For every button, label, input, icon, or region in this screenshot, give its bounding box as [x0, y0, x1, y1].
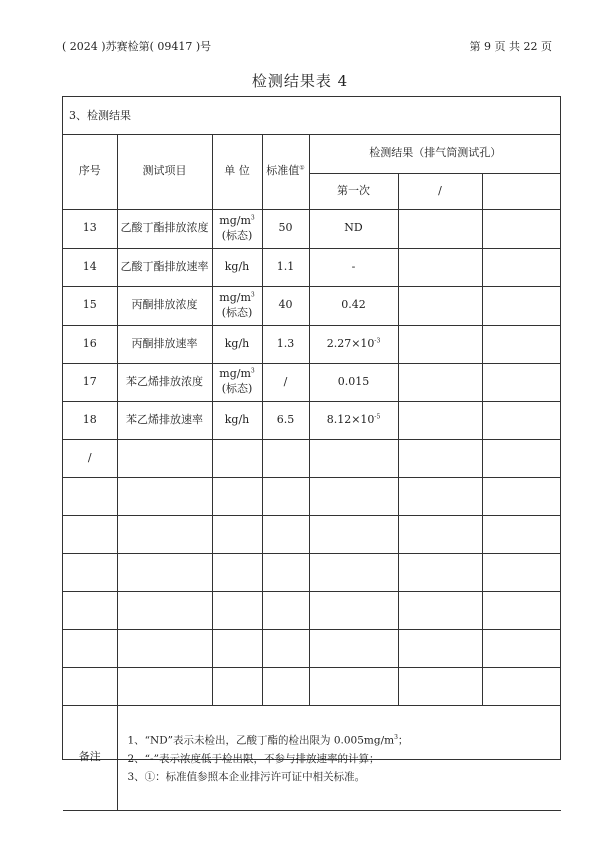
unit-text: mg/m: [219, 367, 251, 381]
row-result-first: [309, 286, 398, 325]
table-row: [63, 401, 561, 439]
row-result-first: [309, 209, 398, 248]
unit-line1: [213, 367, 262, 382]
col-header-second: /: [398, 173, 482, 209]
row-standard: [262, 439, 309, 477]
table-row: [63, 629, 561, 667]
row-standard: 1.1: [262, 248, 309, 286]
unit-text: mg/m: [219, 213, 251, 227]
row-standard: 50: [262, 209, 309, 248]
row-no: [63, 629, 117, 667]
row-standard: [262, 591, 309, 629]
row-result-first: [309, 363, 398, 401]
row-result-third: [482, 248, 561, 286]
row-result-first: [309, 591, 398, 629]
row-standard: [262, 553, 309, 591]
row-standard: 1.3: [262, 325, 309, 363]
result-text: ND: [344, 221, 363, 235]
row-result-first: [309, 248, 398, 286]
row-no: 14: [63, 248, 117, 286]
standard-mark: ①: [299, 164, 305, 172]
row-no: [63, 591, 117, 629]
row-result-third: [482, 439, 561, 477]
row-no: 15: [63, 286, 117, 325]
unit-text: mg/m: [219, 290, 251, 304]
row-result-first: [309, 325, 398, 363]
row-no: [63, 515, 117, 553]
row-item: 丙酮排放浓度: [117, 286, 212, 325]
unit-line1: [213, 337, 262, 352]
remarks-row: [63, 705, 561, 810]
row-result-third: [482, 401, 561, 439]
row-unit: [212, 477, 262, 515]
row-result-second: [398, 591, 482, 629]
remark-1-text: 1、“ND”表示未检出，乙酸丁酯的检出限为 0.005mg/m: [127, 734, 395, 747]
row-result-second: [398, 209, 482, 248]
row-no: 13: [63, 209, 117, 248]
table-row: [63, 667, 561, 705]
remark-2: 2、“-”表示浓度低于检出限，不参与排放速率的计算；: [127, 752, 380, 765]
row-standard: 6.5: [262, 401, 309, 439]
row-result-second: [398, 325, 482, 363]
row-item: 乙酸丁酯排放浓度: [117, 209, 212, 248]
standard-label: 标准值: [266, 164, 300, 178]
row-standard: [262, 515, 309, 553]
page-indicator: 第 9 页 共 22 页: [469, 40, 552, 53]
unit-line1: [213, 214, 262, 229]
unit-line1: [213, 291, 262, 306]
row-result-first: [309, 629, 398, 667]
row-item: 丙酮排放速率: [117, 325, 212, 363]
table-row: [63, 591, 561, 629]
remark-3: 3、①：标准值参照本企业排污许可证中相关标准。: [127, 770, 366, 783]
row-result-second: [398, 248, 482, 286]
row-result-first: [309, 515, 398, 553]
result-text: -: [351, 259, 356, 273]
table-row: [63, 325, 561, 363]
section-title: 3、检测结果: [63, 97, 560, 135]
row-unit: [212, 629, 262, 667]
header-row: [63, 135, 561, 173]
row-item: [117, 629, 212, 667]
row-result-third: [482, 286, 561, 325]
row-standard: [262, 667, 309, 705]
table-title: 检测结果表 4: [251, 72, 349, 90]
row-result-third: [482, 629, 561, 667]
row-result-third: [482, 553, 561, 591]
results-table: [63, 135, 561, 811]
row-item: 苯乙烯排放速率: [117, 401, 212, 439]
unit-line2: (标态): [221, 228, 253, 242]
row-no: 17: [63, 363, 117, 401]
unit-line2: (标态): [221, 382, 253, 395]
unit-text: kg/h: [224, 336, 250, 350]
row-result-third: [482, 667, 561, 705]
result-sup: -5: [374, 412, 381, 420]
unit-sup: 3: [250, 291, 255, 298]
row-result-first: [309, 667, 398, 705]
row-no: 18: [63, 401, 117, 439]
row-result-second: [398, 401, 482, 439]
result-text: 8.12×10: [326, 412, 375, 426]
table-row: [63, 515, 561, 553]
row-unit: [212, 553, 262, 591]
row-result-first: [309, 553, 398, 591]
row-result-third: [482, 591, 561, 629]
col-header-third: [482, 173, 561, 209]
row-no: [63, 553, 117, 591]
row-result-third: [482, 325, 561, 363]
row-standard: 40: [262, 286, 309, 325]
row-no: [63, 477, 117, 515]
row-result-third: [482, 363, 561, 401]
result-text: 0.42: [341, 298, 366, 312]
row-unit: [212, 363, 262, 401]
row-result-second: [398, 667, 482, 705]
unit-line1: [213, 413, 262, 428]
row-result-third: [482, 477, 561, 515]
row-result-third: [482, 515, 561, 553]
row-result-first: [309, 439, 398, 477]
table-row: [63, 209, 561, 248]
row-unit: [212, 515, 262, 553]
col-header-unit: 单 位: [212, 135, 262, 209]
row-item: [117, 667, 212, 705]
remark-1: [128, 729, 562, 750]
results-sheet: [62, 96, 561, 783]
col-header-standard: [262, 135, 309, 209]
row-item: [117, 477, 212, 515]
row-item: [117, 439, 212, 477]
table-row: [63, 286, 561, 325]
col-header-item: 测试项目: [117, 135, 212, 209]
row-no: 16: [63, 325, 117, 363]
row-unit: [212, 325, 262, 363]
remark-1-end: ；: [397, 734, 409, 747]
table-row: [63, 363, 561, 401]
row-result-second: [398, 629, 482, 667]
remarks-label: 备注: [63, 705, 117, 810]
report-number: ( 2024 )苏赛检第( 09417 )号: [62, 40, 212, 53]
row-standard: [262, 629, 309, 667]
col-header-no: 序号: [63, 135, 117, 209]
row-no: /: [63, 439, 117, 477]
row-unit: [212, 401, 262, 439]
row-item: [117, 553, 212, 591]
row-item: [117, 515, 212, 553]
col-header-first: 第一次: [309, 173, 398, 209]
row-result-third: [482, 209, 561, 248]
row-unit: [212, 209, 262, 248]
table-row: [63, 477, 561, 515]
row-result-second: [398, 363, 482, 401]
remarks-notes: [117, 705, 561, 810]
col-header-results: 检测结果（排气筒测试孔）: [309, 135, 561, 173]
unit-text: kg/h: [224, 412, 250, 426]
row-item: 苯乙烯排放浓度: [117, 363, 212, 401]
row-result-second: [398, 553, 482, 591]
row-unit: [212, 667, 262, 705]
row-standard: [262, 477, 309, 515]
row-unit: [212, 439, 262, 477]
table-row: [63, 248, 561, 286]
result-text: 2.27×10: [326, 336, 375, 350]
row-item: [117, 591, 212, 629]
row-item: 乙酸丁酯排放速率: [117, 248, 212, 286]
row-result-second: [398, 439, 482, 477]
result-text: 0.015: [337, 374, 370, 388]
table-row: [63, 439, 561, 477]
unit-line2: (标态): [221, 305, 253, 319]
unit-line1: [213, 260, 262, 275]
row-result-second: [398, 477, 482, 515]
row-unit: [212, 286, 262, 325]
unit-text: kg/h: [224, 259, 250, 273]
row-unit: [212, 591, 262, 629]
row-result-second: [398, 515, 482, 553]
row-result-first: [309, 401, 398, 439]
unit-sup: 3: [250, 367, 255, 375]
remark-1-sup: 3: [394, 734, 398, 742]
row-result-second: [398, 286, 482, 325]
row-no: [63, 667, 117, 705]
row-result-first: [309, 477, 398, 515]
unit-sup: 3: [250, 214, 255, 221]
row-unit: [212, 248, 262, 286]
result-sup: -3: [374, 336, 381, 344]
table-row: [63, 553, 561, 591]
row-standard: /: [262, 363, 309, 401]
